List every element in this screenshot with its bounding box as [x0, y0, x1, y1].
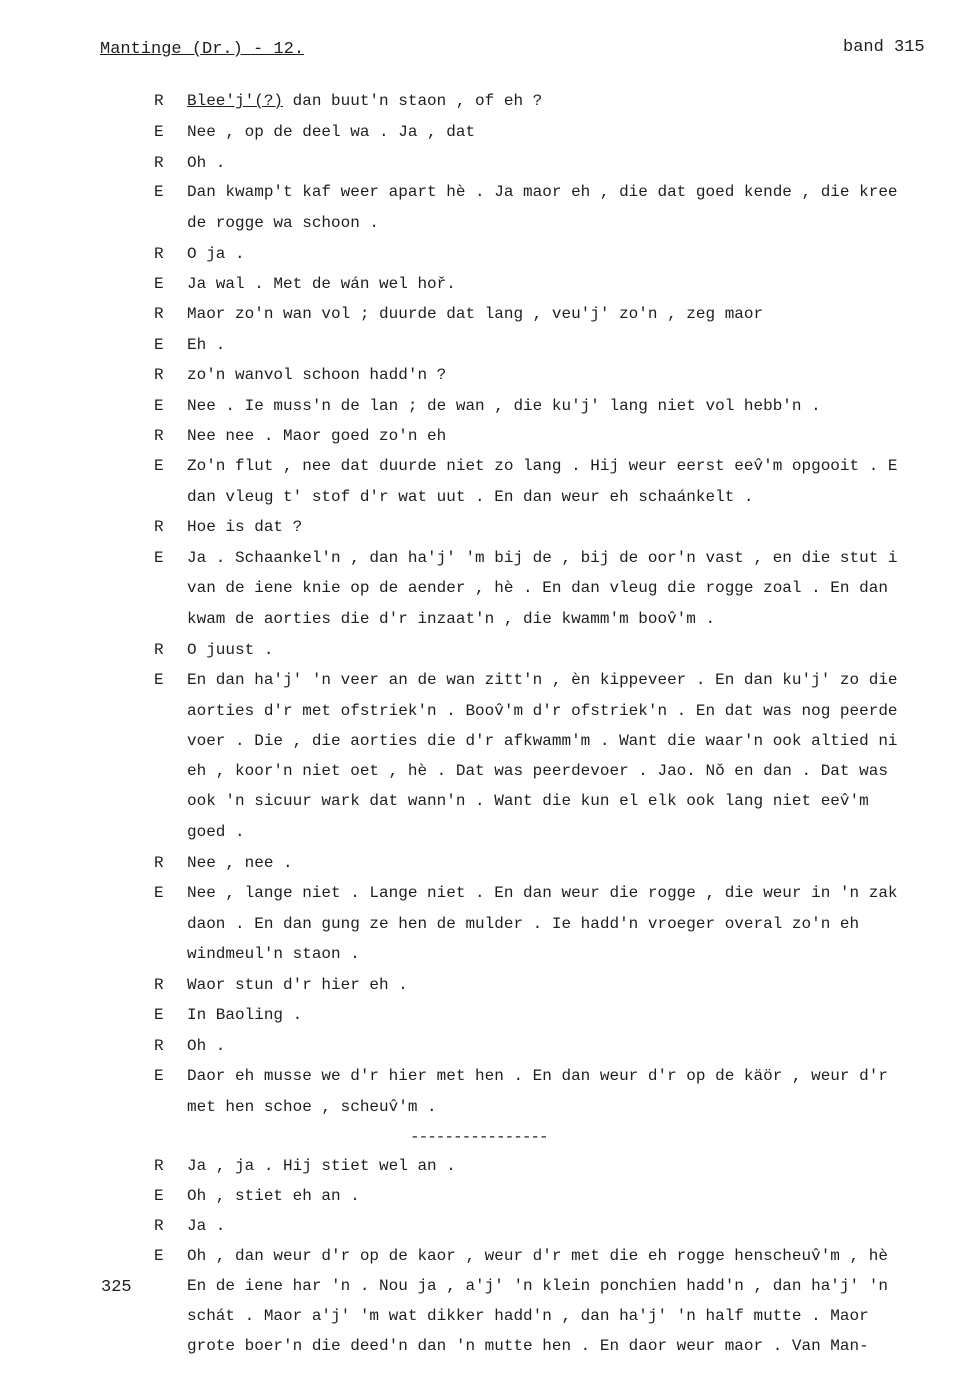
speaker-label: E	[154, 183, 164, 201]
utterance-line: eh , koor'n niet oet , hè . Dat was peerdevoer . Jao. Nǒ en dan . Dat was	[187, 762, 888, 780]
utterance-line: met hen schoe , scheuv̂'m .	[187, 1098, 437, 1116]
utterance-line: Oh , dan weur d'r op de kaor , weur d'r met die eh rogge henscheuv̂'m , hè	[187, 1247, 888, 1265]
band-number: band 315	[843, 38, 925, 57]
utterance-line: Nee , op de deel wa . Ja , dat	[187, 123, 476, 141]
utterance-line: En dan ha'j' 'n veer an de wan zitt'n , èn kippeveer . En dan ku'j' zo die	[187, 671, 898, 689]
utterance-line: In Baoling .	[187, 1006, 303, 1024]
utterance-line: de rogge wa schoon .	[187, 214, 380, 232]
speaker-label: E	[154, 397, 164, 415]
utterance-line: En de iene har 'n . Nou ja , a'j' 'n klein ponchien hadd'n , dan ha'j' 'n	[187, 1277, 888, 1295]
speaker-label: R	[154, 1037, 164, 1055]
speaker-label: E	[154, 1067, 164, 1085]
utterance-line: Nee , nee .	[187, 854, 293, 872]
speaker-label: E	[154, 457, 164, 475]
utterance-line: Ja , ja . Hij stiet wel an .	[187, 1157, 456, 1175]
utterance-line: voer . Die , die aorties die d'r afkwamm'm . Want die waar'n ook altied ni	[187, 732, 898, 750]
utterance-line: Oh .	[187, 1037, 226, 1055]
speaker-label: E	[154, 275, 164, 293]
speaker-label: E	[154, 123, 164, 141]
utterance-line: Oh , stiet eh an .	[187, 1187, 360, 1205]
speaker-label: R	[154, 1217, 164, 1235]
utterance-line: Zo'n flut , nee dat duurde niet zo lang . Hij weur eerst eev̂'m opgooit . E	[187, 457, 898, 475]
utterance-line: Nee , lange niet . Lange niet . En dan weur die rogge , die weur in 'n zak	[187, 884, 898, 902]
utterance-line: Nee . Ie muss'n de lan ; de wan , die ku'j' lang niet vol hebb'n .	[187, 397, 821, 415]
utterance-line: O ja .	[187, 245, 245, 263]
speaker-label: E	[154, 1187, 164, 1205]
utterance-line: goed .	[187, 823, 245, 841]
section-separator: ----------------	[410, 1128, 548, 1146]
utterance-line: O juust .	[187, 641, 274, 659]
speaker-label: R	[154, 92, 164, 110]
utterance-line: Ja .	[187, 1217, 226, 1235]
utterance-line: Waor stun d'r hier eh .	[187, 976, 408, 994]
margin-line-number: 325	[101, 1278, 132, 1297]
speaker-label: R	[154, 641, 164, 659]
speaker-label: R	[154, 366, 164, 384]
speaker-label: R	[154, 427, 164, 445]
utterance-line: Ja . Schaankel'n , dan ha'j' 'm bij de , bij de oor'n vast , en die stut i	[187, 549, 898, 567]
speaker-label: E	[154, 549, 164, 567]
speaker-label: E	[154, 1006, 164, 1024]
speaker-label: R	[154, 305, 164, 323]
utterance-line: Eh .	[187, 336, 226, 354]
utterance-text: dan buut'n staon , of eh ?	[283, 92, 543, 110]
utterance-line: ook 'n sicuur wark dat wann'n . Want die kun el elk ook lang niet eev̂'m	[187, 792, 869, 810]
utterance-line: kwam de aorties die d'r inzaat'n , die kwamm'm boov̂'m .	[187, 610, 716, 628]
utterance-line: Ja wal . Met de wán wel hoř.	[187, 275, 456, 293]
utterance-line: aorties d'r met ofstriek'n . Boov̂'m d'r ofstriek'n . En dat was nog peerde	[187, 702, 898, 720]
utterance-line: Dan kwamp't kaf weer apart hè . Ja maor eh , die dat goed kende , die kree	[187, 183, 898, 201]
speaker-label: E	[154, 336, 164, 354]
utterance-line: dan vleug t' stof d'r wat uut . En dan weur eh schaánkelt .	[187, 488, 754, 506]
utterance-line	[187, 92, 542, 110]
page-header-title: Mantinge (Dr.) - 12.	[100, 40, 305, 59]
uncertain-fragment: Blee'j'(?)	[187, 92, 284, 110]
utterance-line: Oh .	[187, 154, 226, 172]
speaker-label: E	[154, 671, 164, 689]
utterance-line: zo'n wanvol schoon hadd'n ?	[187, 366, 447, 384]
speaker-label: R	[154, 854, 164, 872]
speaker-label: E	[154, 1247, 164, 1265]
utterance-line: Nee nee . Maor goed zo'n eh	[187, 427, 447, 445]
speaker-label: R	[154, 518, 164, 536]
utterance-line: windmeul'n staon .	[187, 945, 360, 963]
speaker-label: R	[154, 976, 164, 994]
utterance-line: Daor eh musse we d'r hier met hen . En dan weur d'r op de käör , weur d'r	[187, 1067, 888, 1085]
speaker-label: R	[154, 154, 164, 172]
utterance-line: grote boer'n die deed'n dan 'n mutte hen . En daor weur maor . Van Man-	[187, 1337, 869, 1355]
utterance-line: van de iene knie op de aender , hè . En dan vleug die rogge zoal . En dan	[187, 579, 888, 597]
speaker-label: R	[154, 1157, 164, 1175]
utterance-line: schát . Maor a'j' 'm wat dikker hadd'n , dan ha'j' 'n half mutte . Maor	[187, 1307, 869, 1325]
utterance-line: daon . En dan gung ze hen de mulder . Ie hadd'n vroeger overal zo'n eh	[187, 915, 860, 933]
speaker-label: E	[154, 884, 164, 902]
speaker-label: R	[154, 245, 164, 263]
utterance-line: Maor zo'n wan vol ; duurde dat lang , veu'j' zo'n , zeg maor	[187, 305, 764, 323]
utterance-line: Hoe is dat ?	[187, 518, 303, 536]
